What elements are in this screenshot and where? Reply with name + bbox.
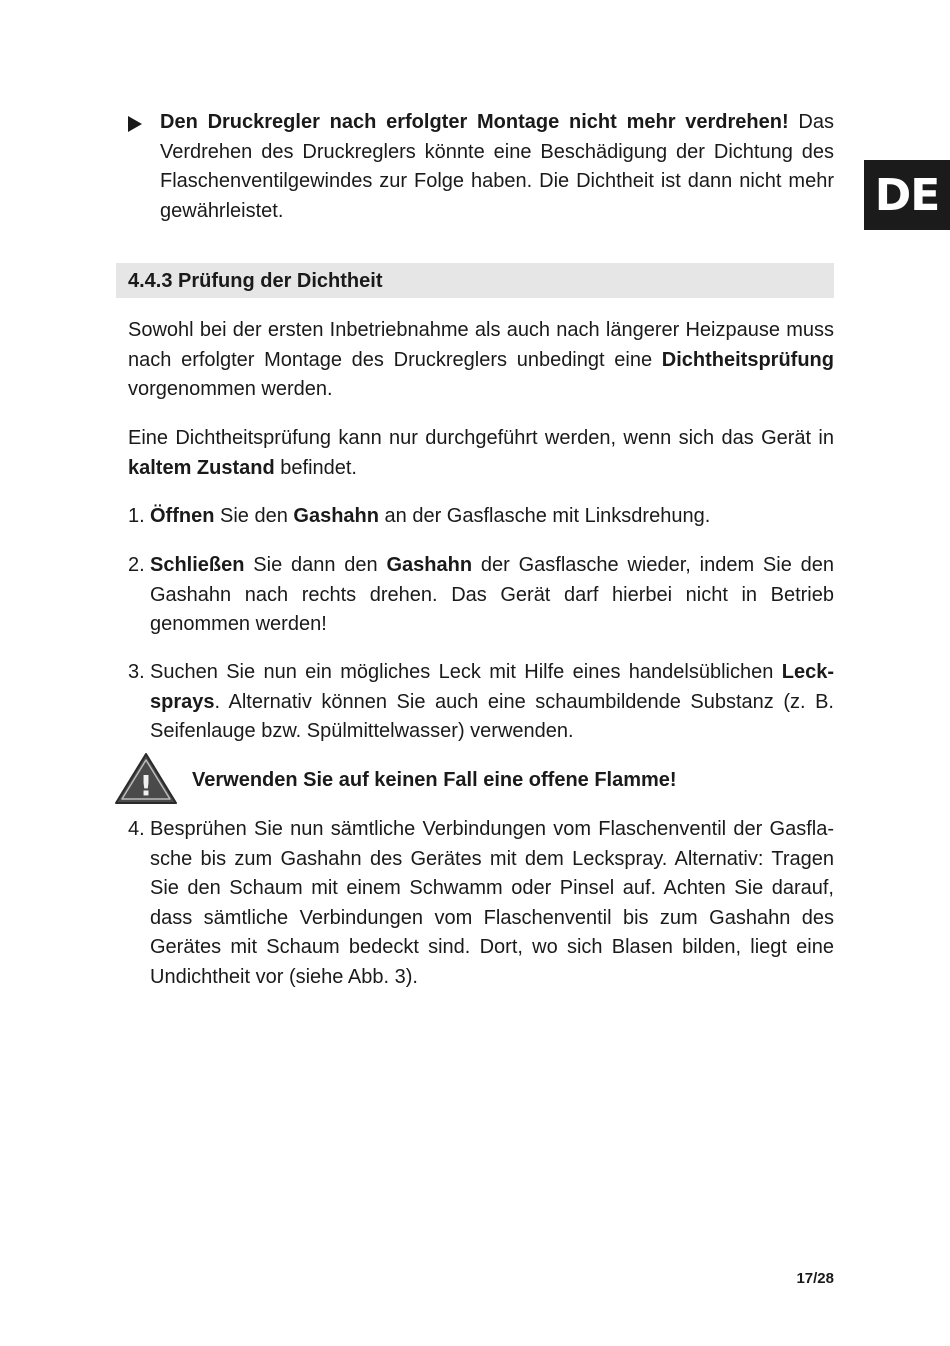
bullet-bold-text: Den Druckregler nach erfolgter Montage nicht mehr verdrehen! xyxy=(160,111,789,133)
list-item-number: 4. xyxy=(128,818,145,840)
step4-text-1: Besprühen Sie nun sämtliche Verbindungen vom Flaschenventil der Gasflasche bis zum Gashahn des Gerätes mit dem Leckspray. Alternativ: Tragen Sie den Schaum mit einem Schwamm oder Pinsel auf. Achten Sie darauf, dass sämtliche Verbindungen vom Flaschenventil bis zum Gashahn des Gerätes mit Schaum bedeckt sind. Dort, wo sich Blasen bilden, liegt eine Undichtheit vor (siehe Abb. 3). xyxy=(150,818,834,988)
bullet-body-text: Das Verdrehen des Druckreglers könnte eine Beschädigung der Dichtung des Flaschenventilgewindes zur Folge haben. Die Dichtheit ist dann nicht mehr gewährleistet. xyxy=(160,111,834,222)
para2-text: Eine Dichtheitsprüfung kann nur durchgeführt werden, wenn sich das Gerät in xyxy=(128,427,834,449)
warning-symbol: ! xyxy=(139,769,153,802)
section-heading: 4.4.3 Prüfung der Dichtheit xyxy=(128,270,383,292)
warning-triangle-icon xyxy=(114,752,178,806)
bullet-text xyxy=(160,108,834,226)
section-heading-bar xyxy=(116,263,834,298)
paragraph-1 xyxy=(128,316,834,405)
language-tab: DE xyxy=(864,160,950,230)
step1-bold-1: Öffnen xyxy=(150,505,215,527)
list-item-number: 3. xyxy=(128,661,145,683)
step1-text-1: Sie den xyxy=(214,505,294,527)
step3-bold-1: Lecksprays xyxy=(150,661,834,713)
bullet-arrow-icon xyxy=(128,116,142,132)
list-item-number: 2. xyxy=(128,554,145,576)
para1-text-end: vorgenommen werden. xyxy=(128,378,333,400)
list-item xyxy=(128,815,834,992)
para1-text: Sowohl bei der ersten Inbetriebnahme als auch nach längerer Heizpause muss nach erfolgter Montage des Druckreglers unbedingt eine xyxy=(128,319,834,371)
warning-box xyxy=(114,752,834,808)
step1-text-2: an der Gasflasche mit Linksdrehung. xyxy=(378,505,711,527)
warning-text: Verwenden Sie auf keinen Fall eine offene Flamme! xyxy=(192,769,677,791)
step3-text-1: Suchen Sie nun ein mögliches Leck mit Hilfe eines handelsüblichen xyxy=(150,661,782,683)
list-item xyxy=(128,551,834,640)
list-item-number: 1. xyxy=(128,505,145,527)
bullet-note xyxy=(128,108,834,226)
step2-text-1: Sie dann den xyxy=(244,554,387,576)
page-number: 17/28 xyxy=(796,1270,834,1287)
step2-bold-2: Gashahn xyxy=(386,554,473,576)
list-item xyxy=(128,658,834,747)
step1-bold-2: Gashahn xyxy=(293,505,379,527)
paragraph-2 xyxy=(128,424,834,483)
para2-bold: kaltem Zustand xyxy=(128,456,275,479)
para1-bold: Dichtheitsprüfung xyxy=(661,348,834,371)
step2-bold-1: Schließen xyxy=(150,554,245,576)
list-item xyxy=(128,502,834,532)
para2-text-end: befindet. xyxy=(274,456,357,479)
step2-text-2: der Gasflasche wieder, indem Sie den Gashahn nach rechts drehen. Das Gerät darf hierbei nicht in Betrieb genommen werden! xyxy=(150,554,834,635)
step3-text-2: . Alternativ können Sie auch eine schaumbildende Substanz (z. B. Seifenlauge bzw. Spülmittelwasser) verwenden. xyxy=(150,690,834,742)
